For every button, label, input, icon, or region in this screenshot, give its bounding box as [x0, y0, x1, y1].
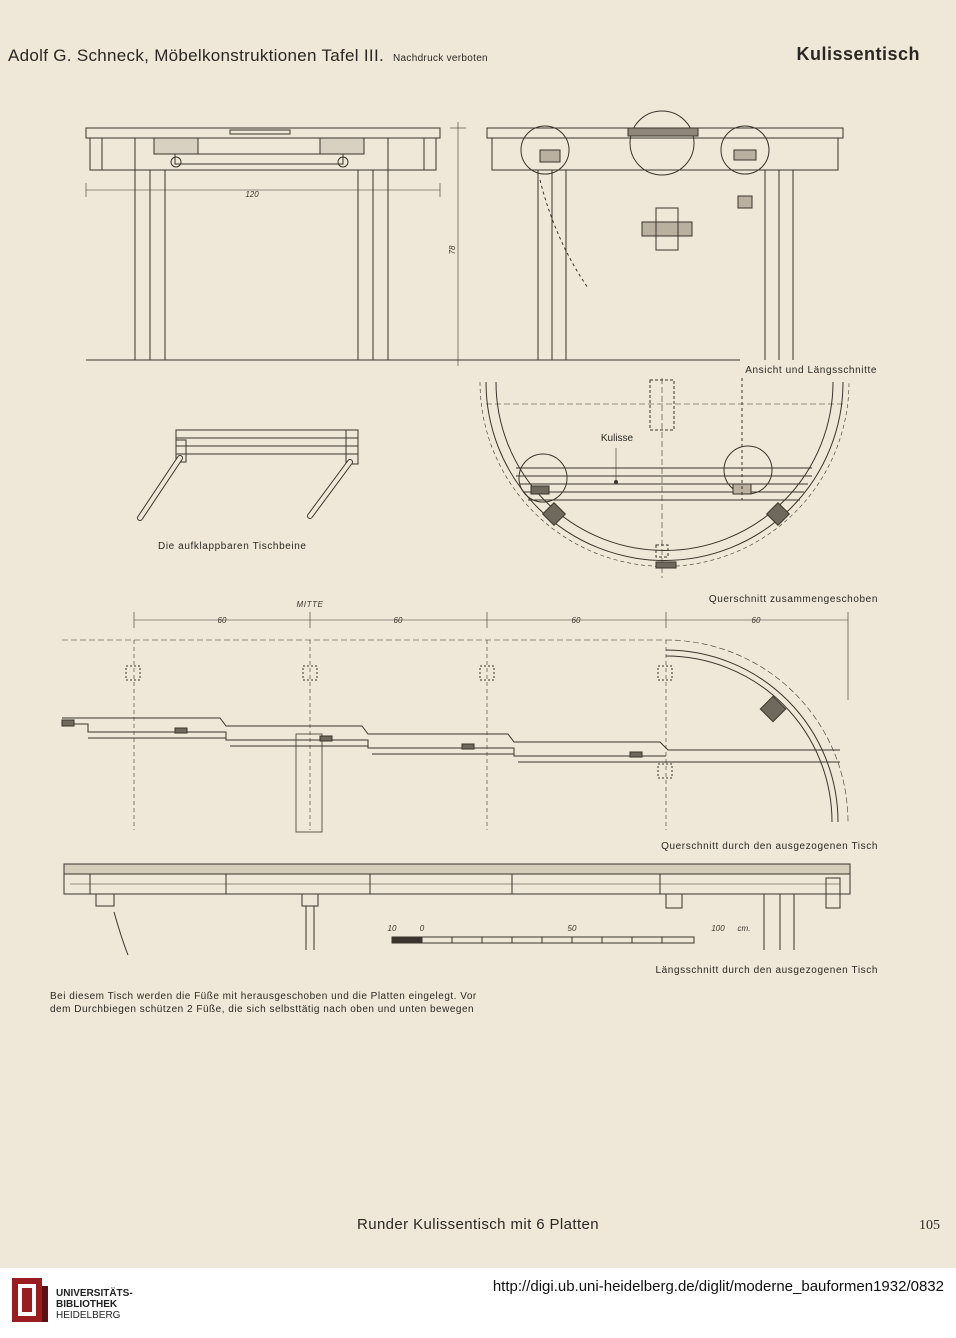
closed-cross-section	[480, 378, 849, 578]
page-number: 105	[919, 1218, 940, 1233]
caption-cross-extended: Querschnitt durch den ausgezogenen Tisch	[661, 841, 878, 852]
caption-folding-legs: Die aufklappbaren Tischbeine	[158, 541, 307, 552]
kulisse-label: Kulisse	[600, 433, 634, 444]
library-name	[56, 1288, 133, 1321]
library-logo-icon	[10, 1276, 50, 1326]
height-dimension: 78	[448, 245, 457, 255]
scale-tick-100: 100	[711, 924, 725, 933]
caption-view-sections: Ansicht und Längsschnitte	[745, 365, 877, 376]
side-section	[487, 111, 843, 360]
folding-legs-drawing	[140, 430, 358, 518]
caption-long-extended: Längsschnitt durch den ausgezogenen Tisch	[655, 965, 878, 976]
segment-dimensions	[218, 616, 761, 625]
segment-dim-2: 60	[393, 616, 403, 625]
front-elevation	[86, 122, 740, 366]
segment-dim-4: 60	[751, 616, 761, 625]
segment-dim-1: 60	[217, 616, 227, 625]
scale-unit: cm.	[737, 924, 751, 933]
library-name-line2: BIBLIOTHEK	[56, 1299, 118, 1310]
mitte-label: MITTE	[296, 600, 324, 609]
scale-tick-0: 0	[419, 924, 425, 933]
width-dimension: 120	[245, 190, 259, 199]
scale-bar	[392, 937, 694, 943]
caption-cross-closed: Querschnitt zusammengeschoben	[708, 594, 878, 605]
longitudinal-section	[64, 864, 850, 955]
library-name-line3: HEIDELBERG	[56, 1310, 121, 1321]
reprint-notice: Nachdruck verboten	[393, 53, 488, 64]
scale-tick-10: 10	[387, 924, 397, 933]
description-text: Bei diesem Tisch werden die Füße mit herausgeschoben und die Platten eingelegt. Vor dem Durchbiegen schützen 2 Füße, die sich selbsttätig nach oben und unten bewegen	[50, 991, 477, 1015]
library-name-line1: UNIVERSITÄTS-	[56, 1288, 133, 1299]
plate-subject-title: Kulissentisch	[796, 44, 920, 64]
plate-series-title: Adolf G. Schneck, Möbelkonstruktionen Tafel III.	[8, 46, 384, 65]
segment-dim-3: 60	[571, 616, 581, 625]
plate-footer-title: Runder Kulissentisch mit 6 Platten	[356, 1216, 600, 1233]
source-url-link[interactable]: http://digi.ub.uni-heidelberg.de/diglit/moderne_bauformen1932/0832	[492, 1278, 944, 1295]
scale-tick-50: 50	[567, 924, 577, 933]
extended-cross-section	[62, 612, 848, 832]
